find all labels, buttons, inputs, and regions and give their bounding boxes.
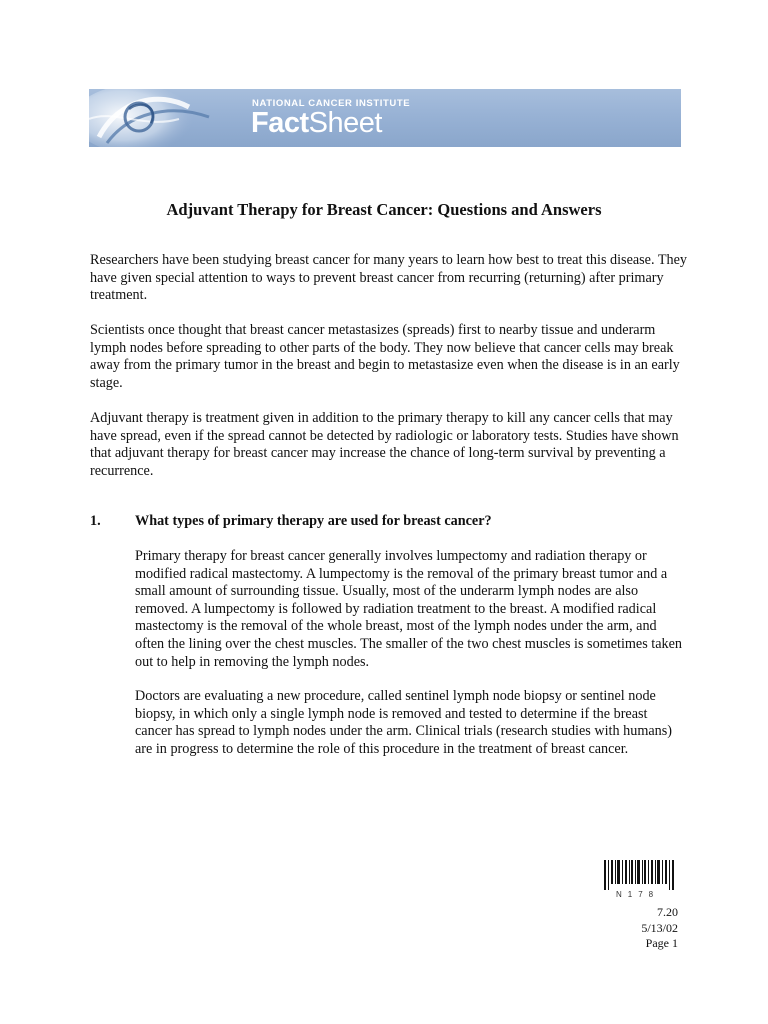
organization-name: NATIONAL CANCER INSTITUTE (252, 98, 411, 109)
brand-light: Sheet (308, 107, 382, 139)
page-footer (641, 905, 678, 952)
barcode-icon (604, 860, 676, 892)
brand-bold: Fact (251, 107, 309, 139)
question-heading: What types of primary therapy are used for breast cancer? (135, 513, 492, 529)
page-number: Page 1 (645, 936, 678, 950)
intro-paragraph: Scientists once thought that breast cancer metastasizes (spreads) first to nearby tissue and underarm lymph nodes before spreading to other parts of the body. They now believe that cancer cells may break away from the primary tumor in the breast and begin to metastasize even when the disease is in an early stage. (90, 322, 680, 391)
answer-paragraph: Primary therapy for breast cancer generally involves lumpectomy and radiation therapy or modified radical mastectomy. A lumpectomy is the removal of the primary breast tumor and a small amount of surrounding tissue. Usually, most of the underarm lymph nodes are also removed. A lumpectomy is followed by radiation treatment to the breast. A modified radical mastectomy is the removal of the whole breast, most of the lymph nodes under the arm, and often the lining over the chest muscles. The smaller of the two chest muscles is sometimes taken out to help in removing the lymph nodes. (135, 548, 683, 670)
question-number: 1. (90, 513, 101, 529)
nci-swirl-logo-icon (89, 89, 259, 147)
intro-paragraph: Researchers have been studying breast cancer for many years to learn how best to treat this disease. They have given special attention to ways to prevent breast cancer from recurring (returning) after primary treatment. (90, 252, 687, 304)
page-title: Adjuvant Therapy for Breast Cancer: Questions and Answers (166, 200, 602, 219)
factsheet-wordmark (251, 107, 382, 139)
answer-paragraph: Doctors are evaluating a new procedure, called sentinel lymph node biopsy or sentinel node biopsy, in which only a single lymph node is removed and tested to determine if the breast cancer has spread to lymph nodes under the arm. Clinical trials (research studies with humans) are in progress to determine the role of this procedure in the treatment of breast cancer. (135, 688, 672, 757)
factsheet-banner (89, 89, 681, 147)
barcode-number: N178 (616, 890, 660, 899)
document-code: 7.20 (657, 905, 678, 919)
document-date: 5/13/02 (641, 920, 678, 935)
intro-paragraph: Adjuvant therapy is treatment given in addition to the primary therapy to kill any cancer cells that may have spread, even if the spread cannot be detected by radiologic or laboratory tests. Studies have shown that adjuvant therapy for breast cancer may increase the chance of long-term survival by preventing a recurrence. (90, 410, 679, 479)
